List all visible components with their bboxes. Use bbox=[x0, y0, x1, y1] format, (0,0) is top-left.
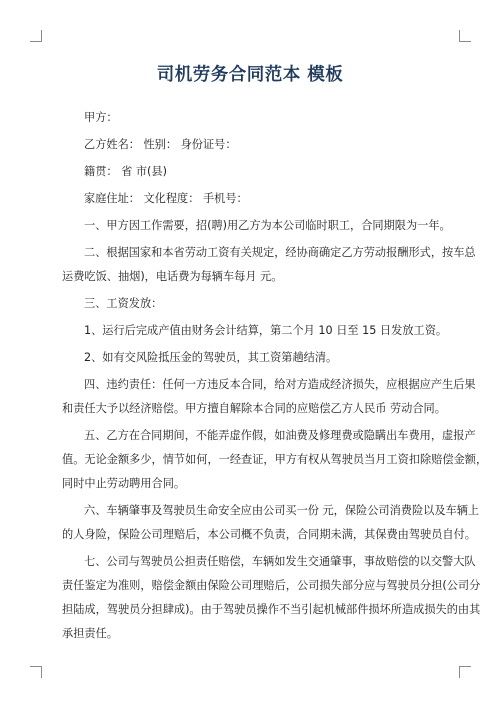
page-corner-mark-top-right bbox=[459, 30, 471, 42]
page-corner-mark-top-left bbox=[30, 30, 42, 42]
clause-3-item-2: 2、如有交风险抵压金的驾驶员，其工资第趟结清。 bbox=[84, 351, 338, 364]
party-a-line: 甲方： bbox=[84, 111, 118, 124]
clause-6-line-1: 六、车辆肇事及驾驶员生命安全应由公司买一份 元，保险公司消费险以及车辆上 bbox=[84, 504, 480, 517]
clause-4-line-2: 和责任大予以经济赔偿。甲方擅自解除本合同的应赔偿乙方人民币 劳动合同。 bbox=[62, 402, 446, 415]
native-place-line: 籍贯： 省 市(县) bbox=[84, 165, 167, 178]
clause-4-line-1: 四、违约责任：任何一方违反本合同，给对方造成经济损失，应根据应产生后果 bbox=[84, 378, 476, 391]
clause-5-line-2: 值。无论金额多少，情节如何，一经查证，甲方有权从驾驶员当月工资扣除赔偿金额， bbox=[62, 453, 488, 466]
clause-2-line-1: 二、根据国家和本省劳动工资有关规定，经协商确定乙方劳动报酬形式，按车总 bbox=[84, 246, 476, 259]
party-b-name-line: 乙方姓名： 性别： 身份证号： bbox=[84, 138, 237, 151]
clause-3-heading: 三、工资发放： bbox=[84, 297, 163, 310]
clause-5-line-1: 五、乙方在合同期间，不能弄虚作假，如油费及修理费或隐瞒出车费用，虚报产 bbox=[84, 429, 476, 442]
clause-7-line-3: 担陆成，驾驶员分担肆成)。由于驾驶员操作不当引起机械部件损坏所造成损失的由其 bbox=[62, 603, 481, 616]
document-title: 司机劳务合同范本 模板 bbox=[156, 65, 344, 85]
clause-5-line-3: 同时中止劳动聘用合同。 bbox=[62, 477, 186, 490]
clause-1: 一、甲方因工作需要，招(聘)用乙方为本公司临时职工，合同期限为一年。 bbox=[84, 219, 451, 232]
clause-6-line-2: 的人身险，保险公司理赔后，本公司概不负责，合同期未满，其保费由驾驶员自付。 bbox=[62, 528, 476, 541]
clause-7-line-4: 承担责任。 bbox=[62, 627, 118, 640]
clause-3-item-1: 1、运行后完成产值由财务会计结算，第二个月 10 日至 15 日发放工资。 bbox=[84, 324, 448, 337]
clause-7-line-1: 七、公司与驾驶员公担责任赔偿，车辆如发生交通肇事，事故赔偿的以交警大队 bbox=[84, 555, 476, 568]
clause-7-line-2: 责任鉴定为准则，赔偿金额由保险公司理赔后，公司损失部分应与驾驶员分担(公司分 bbox=[62, 579, 481, 592]
page-corner-mark-bottom-right bbox=[459, 666, 471, 678]
address-line: 家庭住址： 文化程度： 手机号： bbox=[84, 192, 248, 205]
clause-2-line-2: 运费吃饭、抽烟)，电话费为每辆车每月 元。 bbox=[62, 270, 283, 283]
page-corner-mark-bottom-left bbox=[30, 666, 42, 678]
